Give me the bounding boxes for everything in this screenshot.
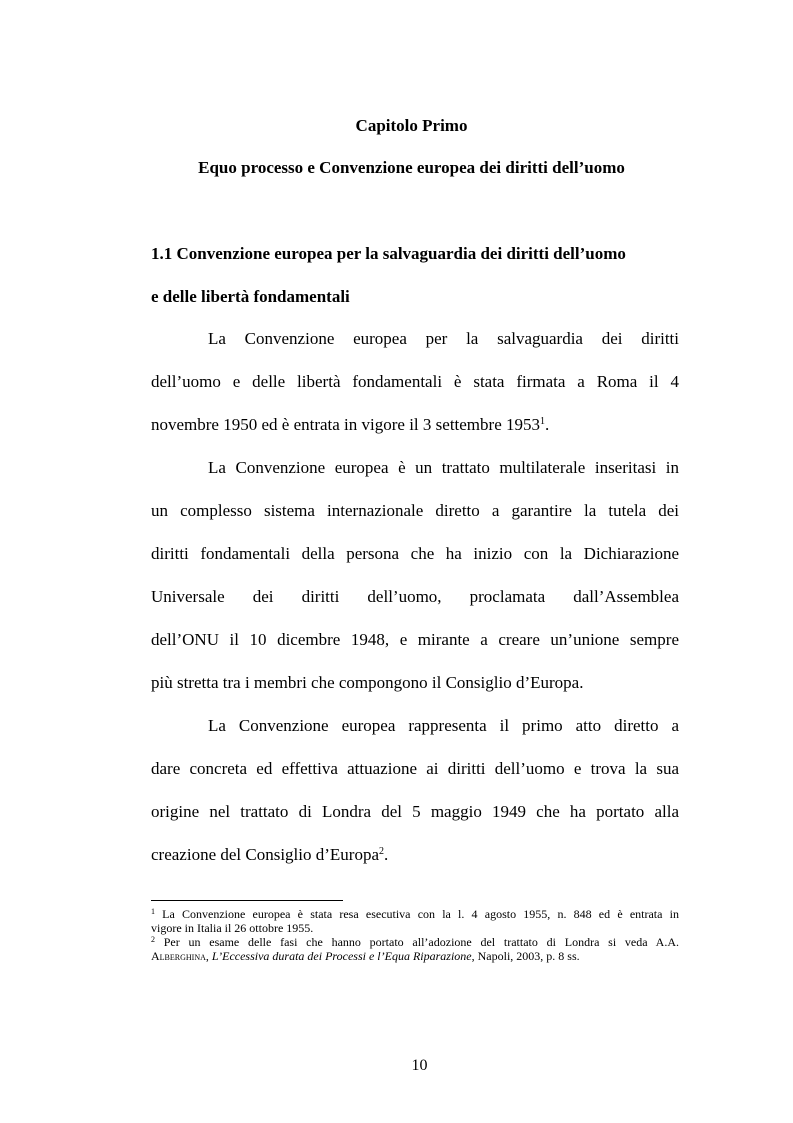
paragraph-line: Universale dei diritti dell’uomo, proclamata dall’Assemblea [151, 587, 679, 606]
footnote-line [151, 949, 679, 963]
paragraph-line: La Convenzione europea è un trattato multilaterale inseritasi in [208, 458, 679, 477]
footnote-line [151, 935, 679, 949]
footnote-text: , Napoli, 2003, p. 8 ss. [471, 949, 580, 963]
footnote-book-title: L’Eccessiva durata dei Processi e l’Equa Riparazione [211, 949, 472, 963]
footnote-reference[interactable]: 1 [540, 416, 545, 427]
paragraph-line-end: . [384, 845, 389, 864]
paragraph [151, 716, 679, 888]
paragraph-line: più stretta tra i membri che compongono il Consiglio d’Europa. [151, 673, 584, 692]
footnote-line [151, 907, 679, 921]
footnote-text: Per un esame delle fasi che hanno portato all’adozione del trattato di Londra si veda A.A. [155, 935, 679, 949]
paragraph-line: La Convenzione europea per la salvaguardia dei diritti [208, 329, 679, 348]
footnote-divider [151, 900, 343, 901]
paragraph-line: origine nel trattato di Londra del 5 maggio 1949 che ha portato alla [151, 802, 679, 821]
paragraph-line: dell’uomo e delle libertà fondamentali è stata firmata a Roma il 4 [151, 372, 679, 391]
paragraph-line-text: creazione del Consiglio d’Europa [151, 845, 380, 864]
footnote-reference[interactable]: 2 [379, 846, 385, 857]
paragraph-line-text: novembre 1950 ed è entrata in vigore il 3 settembre 1953 [151, 415, 540, 434]
footnote-text: La Convenzione europea è stata resa esecutiva con la l. 4 agosto 1955, n. 848 ed è entrata in [155, 907, 679, 921]
chapter-label: Capitolo Primo [355, 116, 468, 135]
footnote-author: Alberghina [151, 949, 206, 963]
chapter-title: Equo processo e Convenzione europea dei diritti dell’uomo [198, 158, 625, 177]
paragraph-line: La Convenzione europea rappresenta il primo atto diretto a [208, 716, 679, 735]
footnote-separator: , [205, 949, 212, 963]
paragraph-line: un complesso sistema internazionale diretto a garantire la tutela dei [151, 501, 679, 520]
footnotes [151, 907, 679, 963]
footnote-number: 2 [151, 935, 155, 944]
section-heading [151, 244, 679, 330]
paragraph-line [151, 845, 679, 888]
paragraph-line [151, 415, 679, 458]
paragraph-line: dare concreta ed effettiva attuazione ai diritti dell’uomo e trova la sua [151, 759, 679, 778]
paragraph-line: diritti fondamentali della persona che ha inizio con la Dichiarazione [151, 544, 679, 563]
paragraph-line-end: . [545, 415, 550, 434]
page-number: 10 [411, 1057, 428, 1074]
section-heading-line: e delle libertà fondamentali [151, 287, 350, 306]
paragraph [151, 329, 679, 458]
paragraph-line: dell’ONU il 10 dicembre 1948, e mirante a creare un’unione sempre [151, 630, 679, 649]
section-heading-line: 1.1 Convenzione europea per la salvaguardia dei diritti dell’uomo [151, 244, 626, 263]
footnote-number: 1 [151, 907, 155, 916]
footnote-line: vigore in Italia il 26 ottobre 1955. [151, 921, 314, 935]
paragraph [151, 458, 679, 716]
